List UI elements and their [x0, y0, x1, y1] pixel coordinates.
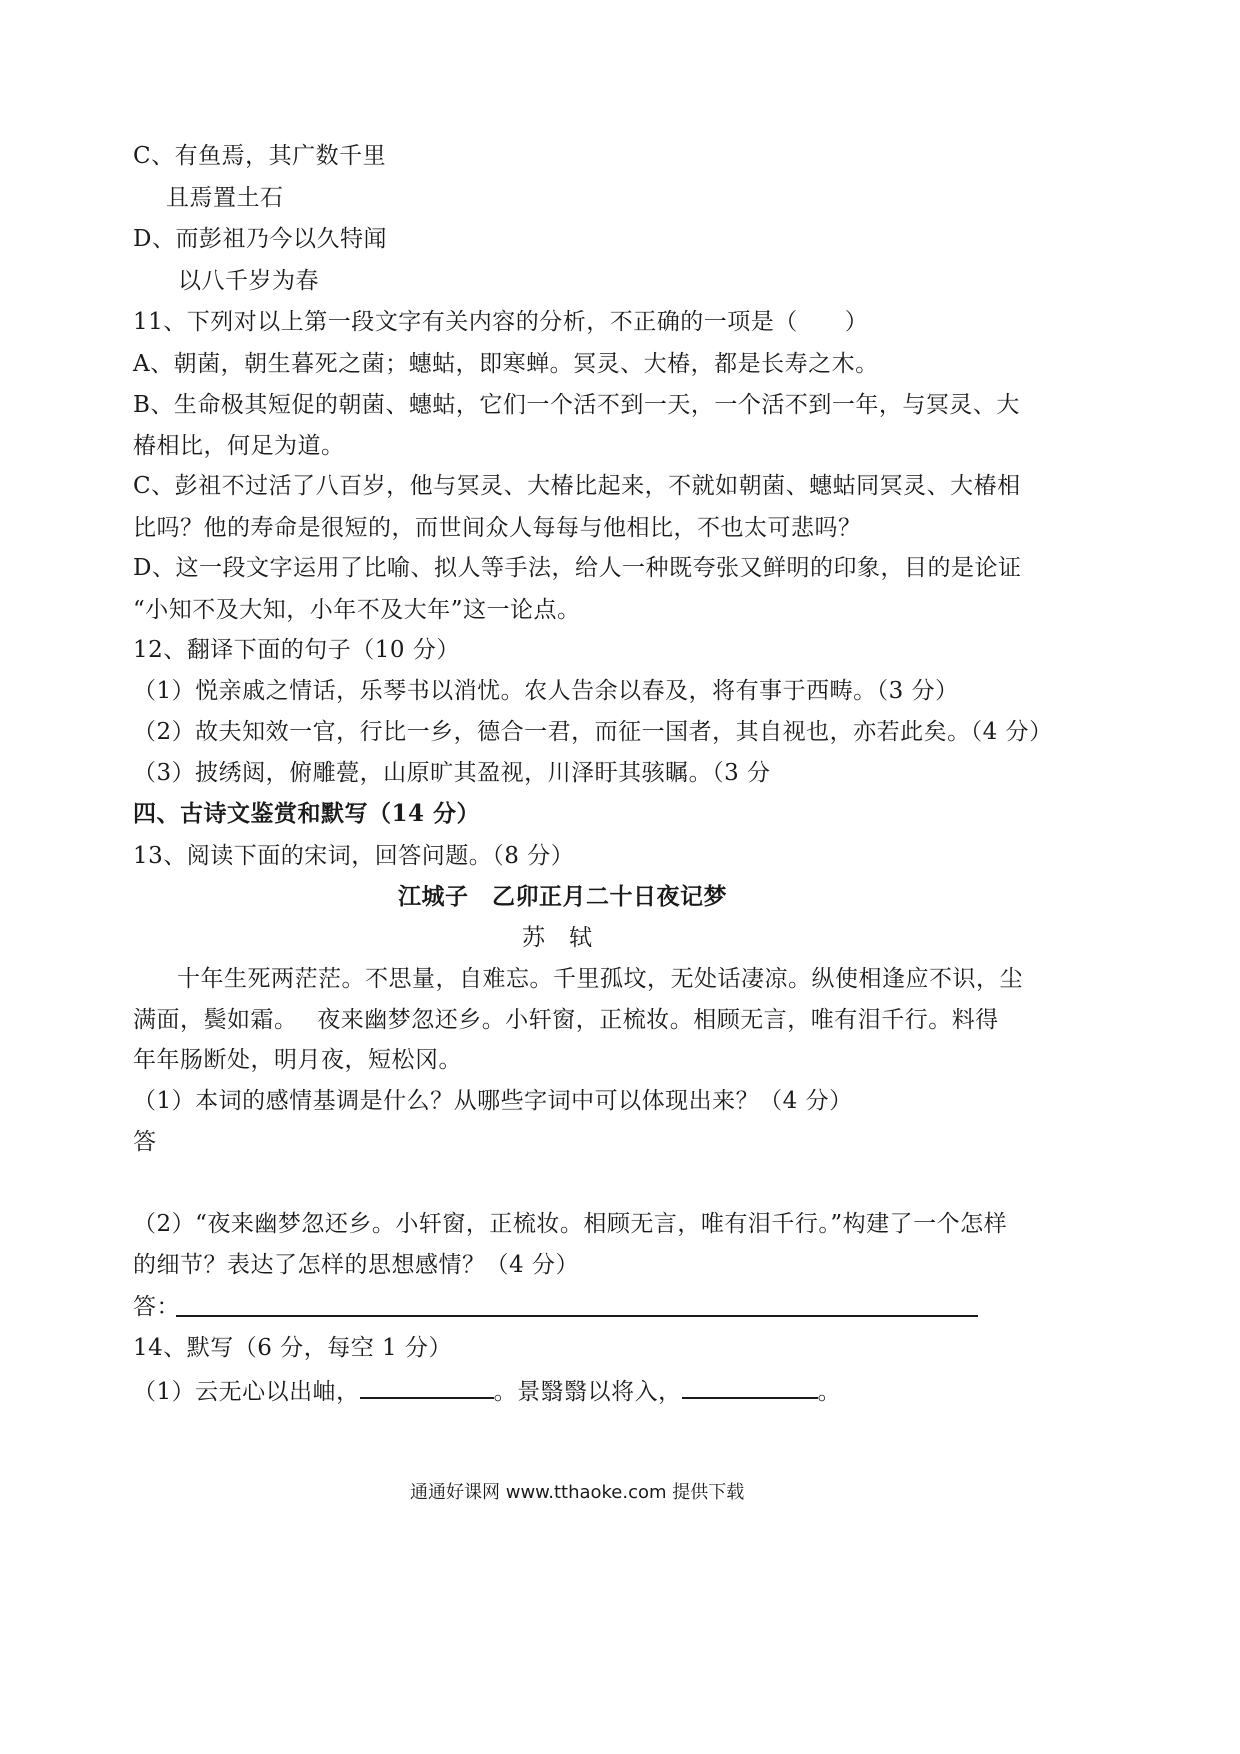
q13-sub-question-1: （1）本词的感情基调是什么？从哪些字词中可以体现出来？（4 分）: [133, 1088, 853, 1114]
q11-stem: 11、下列对以上第一段文字有关内容的分析，不正确的一项是（ ）: [133, 309, 869, 335]
fill-blank-2[interactable]: [682, 1375, 818, 1399]
q11-option-b-line2: 椿相比，何足为道。: [133, 433, 345, 459]
q13-sub-question-2-line2: 的细节？表达了怎样的思想感情？（4 分）: [133, 1252, 579, 1278]
q10-option-d-line1: D、而彭祖乃今以久特闻: [133, 226, 387, 252]
q11-option-c-line2: 比吗？他的寿命是很短的，而世间众人每每与他相比，不也太可悲吗？: [133, 515, 862, 541]
q13-sub-question-2-line1: （2）“夜来幽梦忽还乡。小轩窗，正梳妆。相顾无言，唯有泪千行。”构建了一个怎样: [133, 1211, 1008, 1237]
answer-line[interactable]: [176, 1315, 978, 1317]
poem-title: 江城子 乙卯正月二十日夜记梦: [398, 883, 727, 910]
fill-blank-1[interactable]: [360, 1375, 494, 1399]
q13-stem: 13、阅读下面的宋词，回答问题。（8 分）: [133, 843, 575, 869]
q14-item-1: （1）云无心以出岫， 。景翳翳以将入， 。: [133, 1375, 841, 1406]
q10-option-c-line2: 且焉置土石: [166, 185, 284, 211]
q12-sentence-1: （1）悦亲戚之情话，乐琴书以消忧。农人告余以春及，将有事于西畴。（3 分）: [133, 678, 959, 704]
q11-option-c-line1: C、彭祖不过活了八百岁，他与冥灵、大椿比起来，不就如朝菌、蟪蛄同冥灵、大椿相: [133, 473, 1021, 499]
q10-option-d-line2: 以八千岁为春: [178, 268, 319, 294]
q11-option-d-line2: “小知不及大知，小年不及大年”这一论点。: [133, 597, 581, 623]
poem-line-1: 十年生死两茫茫。不思量，自难忘。千里孤坟，无处话凄凉。纵使相逢应不识，尘: [177, 966, 1023, 992]
poem-line-2: 满面，鬓如霜。 夜来幽梦忽还乡。小轩窗，正梳妆。相顾无言，唯有泪千行。料得: [133, 1007, 999, 1033]
poem-line-3: 年年肠断处，明月夜，短松冈。: [133, 1047, 462, 1073]
q12-sentence-3: （3）披绣闼，俯雕甍，山原旷其盈视，川泽盱其骇瞩。（3 分: [133, 760, 771, 786]
q12-stem: 12、翻译下面的句子（10 分）: [133, 637, 460, 663]
q14-stem: 14、默写（6 分，每空 1 分）: [133, 1335, 452, 1361]
q13-answer-2-label: 答：: [133, 1294, 180, 1320]
q10-option-c-line1: C、有鱼焉，其广数千里: [133, 143, 387, 169]
q11-option-a: A、朝菌，朝生暮死之菌；蟪蛄，即寒蝉。冥灵、大椿，都是长寿之木。: [133, 351, 879, 377]
section-4-heading: 四、古诗文鉴赏和默写（14 分）: [133, 800, 481, 827]
q11-option-b-line1: B、生命极其短促的朝菌、蟪蛄，它们一个活不到一天，一个活不到一年，与冥灵、大: [133, 392, 1020, 418]
footer-source: 通通好课网 www.tthaoke.com 提供下载: [410, 1482, 745, 1503]
q11-option-d-line1: D、这一段文字运用了比喻、拟人等手法，给人一种既夸张又鲜明的印象，目的是论证: [133, 555, 1022, 581]
q12-sentence-2: （2）故夫知效一官，行比一乡，德合一君，而征一国者，其自视也，亦若此矣。（4 分）: [133, 719, 1053, 745]
q13-answer-1-label: 答: [133, 1129, 157, 1155]
poem-author: 苏 轼: [522, 925, 593, 951]
